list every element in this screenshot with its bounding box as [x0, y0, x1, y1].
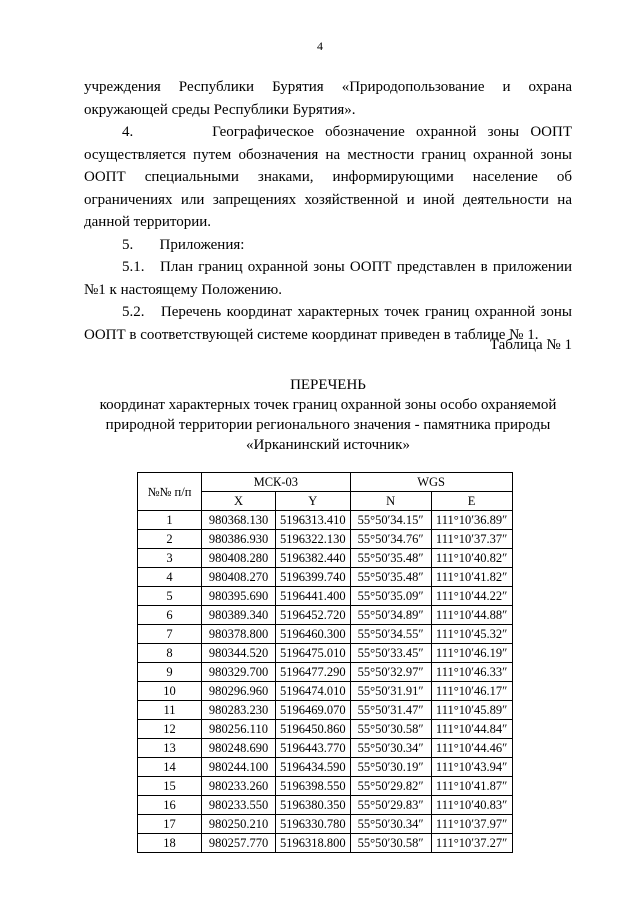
cell-x: 980408.270: [202, 568, 276, 587]
cell-y: 5196452.720: [276, 606, 351, 625]
cell-x: 980368.130: [202, 511, 276, 530]
table-row: [138, 663, 513, 682]
cell-n: 55°50′29.83″: [350, 796, 431, 815]
cell-e: 111°10′40.83″: [431, 796, 512, 815]
cell-e: 111°10′44.46″: [431, 739, 512, 758]
cell-x: 980408.280: [202, 549, 276, 568]
header-msk03: МСК-03: [202, 473, 351, 492]
table-row: [138, 720, 513, 739]
cell-n: 55°50′29.82″: [350, 777, 431, 796]
cell-n: 55°50′35.48″: [350, 549, 431, 568]
cell-n: 55°50′35.48″: [350, 568, 431, 587]
cell-e: 111°10′37.37″: [431, 530, 512, 549]
table-row: [138, 682, 513, 701]
paragraph-item-4: 4. Географическое обозначение охранной зоны ООПТ осуществляется путем обозначения на местности границ охранной зоны ООПТ специальными знаками, информирующими население об ограничениях или запрещениях хозяйственной и иной деятельности на данной территории.: [84, 124, 572, 230]
table-row: [138, 587, 513, 606]
header-y: Y: [276, 492, 351, 511]
paragraph-item-5-2: 5.2. Перечень координат характерных точек границ охранной зоны ООПТ в соответствующей системе координат приведен в таблице № 1.: [84, 304, 572, 343]
cell-e: 111°10′45.32″: [431, 625, 512, 644]
cell-n: 55°50′30.58″: [350, 720, 431, 739]
cell-x: 980389.340: [202, 606, 276, 625]
table-row: [138, 739, 513, 758]
table-row: [138, 834, 513, 853]
paragraph-item-5: 5. Приложения:: [122, 236, 245, 253]
cell-number: 18: [138, 834, 202, 853]
table-row: [138, 530, 513, 549]
cell-y: 5196434.590: [276, 758, 351, 777]
cell-number: 6: [138, 606, 202, 625]
cell-number: 14: [138, 758, 202, 777]
list-title: ПЕРЕЧЕНЬ: [290, 377, 366, 393]
paragraph-continuation: учреждения Республики Бурятия «Природопользование и охрана окружающей среды Республики Бурятия».: [84, 79, 572, 118]
header-e: E: [431, 492, 512, 511]
cell-number: 12: [138, 720, 202, 739]
cell-y: 5196382.440: [276, 549, 351, 568]
cell-number: 7: [138, 625, 202, 644]
cell-e: 111°10′45.89″: [431, 701, 512, 720]
cell-e: 111°10′37.27″: [431, 834, 512, 853]
table-label: Таблица № 1: [489, 337, 572, 353]
cell-n: 55°50′35.09″: [350, 587, 431, 606]
cell-x: 980296.960: [202, 682, 276, 701]
cell-number: 10: [138, 682, 202, 701]
cell-y: 5196330.780: [276, 815, 351, 834]
cell-number: 15: [138, 777, 202, 796]
table-row: [138, 815, 513, 834]
cell-y: 5196475.010: [276, 644, 351, 663]
table-row: [138, 701, 513, 720]
cell-n: 55°50′34.76″: [350, 530, 431, 549]
table-row: [138, 549, 513, 568]
cell-number: 9: [138, 663, 202, 682]
table-row: [138, 625, 513, 644]
cell-e: 111°10′43.94″: [431, 758, 512, 777]
cell-x: 980233.550: [202, 796, 276, 815]
cell-e: 111°10′44.88″: [431, 606, 512, 625]
cell-number: 5: [138, 587, 202, 606]
cell-x: 980250.210: [202, 815, 276, 834]
cell-e: 111°10′40.82″: [431, 549, 512, 568]
cell-n: 55°50′34.89″: [350, 606, 431, 625]
cell-y: 5196441.400: [276, 587, 351, 606]
cell-e: 111°10′37.97″: [431, 815, 512, 834]
cell-x: 980244.100: [202, 758, 276, 777]
cell-e: 111°10′46.33″: [431, 663, 512, 682]
cell-x: 980378.800: [202, 625, 276, 644]
cell-n: 55°50′30.34″: [350, 815, 431, 834]
cell-y: 5196450.860: [276, 720, 351, 739]
cell-number: 8: [138, 644, 202, 663]
cell-n: 55°50′30.58″: [350, 834, 431, 853]
table-row: [138, 606, 513, 625]
cell-e: 111°10′41.87″: [431, 777, 512, 796]
cell-number: 13: [138, 739, 202, 758]
cell-y: 5196460.300: [276, 625, 351, 644]
cell-y: 5196477.290: [276, 663, 351, 682]
header-n: N: [350, 492, 431, 511]
cell-y: 5196318.800: [276, 834, 351, 853]
cell-number: 3: [138, 549, 202, 568]
cell-e: 111°10′44.84″: [431, 720, 512, 739]
cell-y: 5196469.070: [276, 701, 351, 720]
table-row: [138, 568, 513, 587]
header-number: №№ п/п: [138, 473, 202, 511]
list-subtitle: координат характерных точек границ охранной зоны особо охраняемой природной территории регионального значения - памятника природы «Ирканинский источник»: [99, 397, 557, 453]
cell-x: 980233.260: [202, 777, 276, 796]
cell-e: 111°10′46.19″: [431, 644, 512, 663]
page-number: 4: [317, 39, 323, 53]
cell-y: 5196399.740: [276, 568, 351, 587]
cell-number: 16: [138, 796, 202, 815]
cell-number: 4: [138, 568, 202, 587]
cell-n: 55°50′30.19″: [350, 758, 431, 777]
cell-e: 111°10′36.89″: [431, 511, 512, 530]
paragraph-item-5-1: 5.1. План границ охранной зоны ООПТ представлен в приложении №1 к настоящему Положению.: [84, 259, 572, 298]
cell-n: 55°50′34.55″: [350, 625, 431, 644]
cell-number: 17: [138, 815, 202, 834]
cell-x: 980248.690: [202, 739, 276, 758]
cell-y: 5196474.010: [276, 682, 351, 701]
cell-number: 1: [138, 511, 202, 530]
cell-e: 111°10′46.17″: [431, 682, 512, 701]
table-row: [138, 758, 513, 777]
cell-x: 980329.700: [202, 663, 276, 682]
cell-x: 980386.930: [202, 530, 276, 549]
table-row: [138, 644, 513, 663]
cell-e: 111°10′41.82″: [431, 568, 512, 587]
table-header-row: [138, 473, 513, 492]
cell-y: 5196380.350: [276, 796, 351, 815]
cell-x: 980395.690: [202, 587, 276, 606]
cell-y: 5196398.550: [276, 777, 351, 796]
cell-n: 55°50′31.47″: [350, 701, 431, 720]
cell-y: 5196322.130: [276, 530, 351, 549]
body-text: [84, 76, 572, 346]
cell-n: 55°50′30.34″: [350, 739, 431, 758]
cell-y: 5196313.410: [276, 511, 351, 530]
cell-e: 111°10′44.22″: [431, 587, 512, 606]
table-row: [138, 777, 513, 796]
coordinates-table: [137, 472, 513, 853]
list-title-block: [84, 375, 572, 455]
cell-number: 11: [138, 701, 202, 720]
header-wgs: WGS: [350, 473, 512, 492]
cell-number: 2: [138, 530, 202, 549]
header-x: X: [202, 492, 276, 511]
cell-x: 980283.230: [202, 701, 276, 720]
cell-n: 55°50′34.15″: [350, 511, 431, 530]
cell-y: 5196443.770: [276, 739, 351, 758]
cell-n: 55°50′33.45″: [350, 644, 431, 663]
table-row: [138, 511, 513, 530]
cell-n: 55°50′32.97″: [350, 663, 431, 682]
cell-x: 980344.520: [202, 644, 276, 663]
cell-x: 980257.770: [202, 834, 276, 853]
cell-x: 980256.110: [202, 720, 276, 739]
table-row: [138, 796, 513, 815]
cell-n: 55°50′31.91″: [350, 682, 431, 701]
